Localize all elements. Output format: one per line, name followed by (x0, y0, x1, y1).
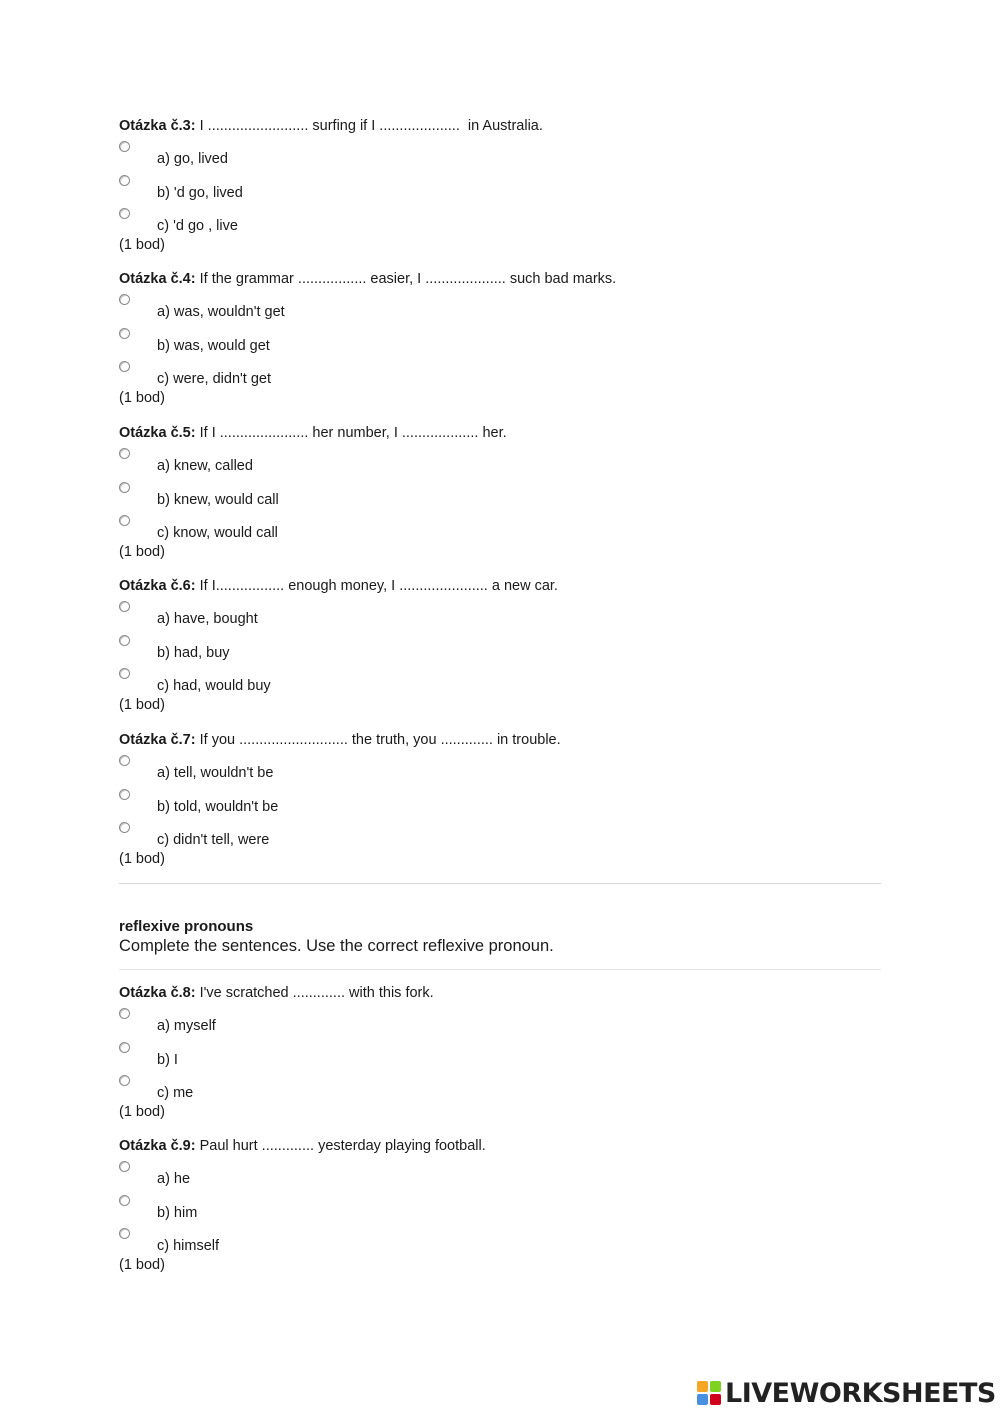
option-b[interactable]: b) knew, would call (119, 479, 881, 513)
option-a[interactable]: a) tell, wouldn't be (119, 752, 881, 786)
question-8 (119, 985, 881, 1123)
radio-button[interactable] (119, 141, 130, 152)
logo-icon (697, 1381, 721, 1405)
question-7 (119, 732, 881, 870)
points-label: (1 bod) (119, 389, 165, 406)
radio-button[interactable] (119, 789, 130, 800)
question-number: Otázka č.9: (119, 1138, 196, 1154)
radio-button[interactable] (119, 668, 130, 679)
option-c[interactable]: c) were, didn't get (119, 358, 881, 392)
radio-button[interactable] (119, 515, 130, 526)
radio-button[interactable] (119, 755, 130, 766)
question-number: Otázka č.4: (119, 271, 196, 287)
question-text: Otázka č.4: If the grammar ................. easier, I .................... such bad marks. (119, 271, 617, 287)
option-b[interactable]: b) was, would get (119, 325, 881, 359)
question-number: Otázka č.6: (119, 578, 196, 594)
option-a[interactable]: a) was, wouldn't get (119, 291, 881, 325)
liveworksheets-logo (697, 1378, 996, 1408)
points-label: (1 bod) (119, 236, 165, 253)
option-a[interactable]: a) myself (119, 1005, 881, 1039)
option-a[interactable]: a) have, bought (119, 598, 881, 632)
radio-button[interactable] (119, 1195, 130, 1206)
radio-button[interactable] (119, 1075, 130, 1086)
radio-button[interactable] (119, 822, 130, 833)
radio-button[interactable] (119, 175, 130, 186)
radio-button[interactable] (119, 635, 130, 646)
section-divider (119, 883, 881, 884)
option-c[interactable]: c) himself (119, 1225, 881, 1259)
radio-button[interactable] (119, 361, 130, 372)
points-label: (1 bod) (119, 543, 165, 560)
question-9 (119, 1138, 881, 1276)
question-6 (119, 578, 881, 716)
option-b[interactable]: b) had, buy (119, 632, 881, 666)
radio-button[interactable] (119, 1228, 130, 1239)
radio-button[interactable] (119, 1161, 130, 1172)
option-a[interactable]: a) go, lived (119, 138, 881, 172)
radio-button[interactable] (119, 1008, 130, 1019)
question-number: Otázka č.5: (119, 425, 196, 441)
question-number: Otázka č.3: (119, 118, 196, 134)
question-number: Otázka č.7: (119, 732, 196, 748)
question-text: Otázka č.3: I ......................... surfing if I .................... in Australia. (119, 118, 543, 134)
option-b[interactable]: b) I (119, 1039, 881, 1073)
option-c[interactable]: c) 'd go , live (119, 205, 881, 239)
option-c[interactable]: c) know, would call (119, 512, 881, 546)
radio-button[interactable] (119, 328, 130, 339)
points-label: (1 bod) (119, 1256, 165, 1273)
option-b[interactable]: b) him (119, 1192, 881, 1226)
option-a[interactable]: a) he (119, 1158, 881, 1192)
question-text: Otázka č.6: If I................. enough money, I ...................... a new car. (119, 578, 558, 594)
logo-tile (710, 1394, 721, 1405)
radio-button[interactable] (119, 601, 130, 612)
question-5 (119, 425, 881, 563)
radio-button[interactable] (119, 448, 130, 459)
radio-button[interactable] (119, 482, 130, 493)
points-label: (1 bod) (119, 850, 165, 867)
logo-tile (697, 1381, 708, 1392)
option-b[interactable]: b) told, wouldn't be (119, 786, 881, 820)
radio-button[interactable] (119, 208, 130, 219)
option-c[interactable]: c) had, would buy (119, 665, 881, 699)
radio-button[interactable] (119, 1042, 130, 1053)
logo-tile (697, 1394, 708, 1405)
points-label: (1 bod) (119, 1103, 165, 1120)
question-text: Otázka č.8: I've scratched ............. with this fork. (119, 985, 434, 1001)
section-instruction: Complete the sentences. Use the correct reflexive pronoun. (119, 937, 554, 955)
logo-tile (710, 1381, 721, 1392)
question-text: Otázka č.5: If I ...................... her number, I ................... her. (119, 425, 507, 441)
section-title: reflexive pronouns (119, 918, 254, 935)
question-3 (119, 118, 881, 256)
option-c[interactable]: c) didn't tell, were (119, 819, 881, 853)
logo-text: LIVEWORKSHEETS (725, 1377, 996, 1409)
question-text: Otázka č.7: If you ........................... the truth, you ............. in trouble. (119, 732, 561, 748)
question-text: Otázka č.9: Paul hurt ............. yesterday playing football. (119, 1138, 486, 1154)
section-divider (119, 969, 881, 970)
option-b[interactable]: b) 'd go, lived (119, 172, 881, 206)
option-c[interactable]: c) me (119, 1072, 881, 1106)
points-label: (1 bod) (119, 696, 165, 713)
question-4 (119, 271, 881, 409)
radio-button[interactable] (119, 294, 130, 305)
option-a[interactable]: a) knew, called (119, 445, 881, 479)
question-number: Otázka č.8: (119, 985, 196, 1001)
